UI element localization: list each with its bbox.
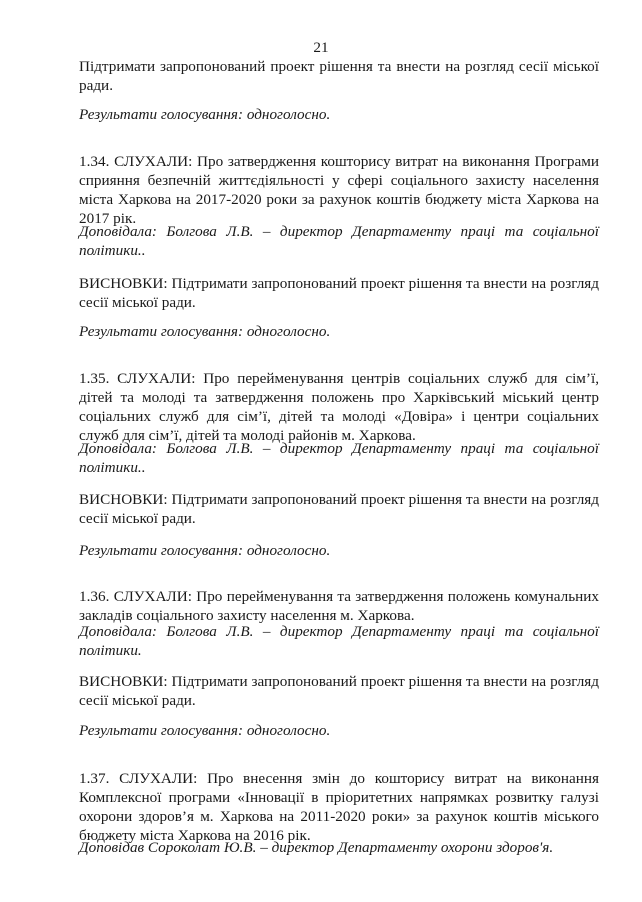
item-reporter-1-35: Доповідала: Болгова Л.В. – директор Департаменту праці та соціальної політики..	[79, 440, 599, 476]
item-conclusion-1-34: ВИСНОВКИ: Підтримати запропонований проект рішення та внести на розгляд сесії міської ради.	[79, 275, 599, 311]
item-heard-1-36: 1.36. СЛУХАЛИ: Про перейменування та затвердження положень комунальних закладів соціального захисту населення м. Харкова.	[79, 588, 599, 624]
item-reporter-1-37: Доповідав Сороколат Ю.В. – директор Департаменту охорони здоров'я.	[79, 839, 554, 856]
item-reporter-1-34: Доповідала: Болгова Л.В. – директор Департаменту праці та соціальної політики..	[79, 223, 599, 259]
item-vote-1-34: Результати голосування: одноголосно.	[79, 323, 331, 340]
top-conclusion: Підтримати запропонований проект рішення та внести на розгляд сесії міської ради.	[79, 58, 599, 94]
page-number: 21	[313, 39, 329, 56]
item-heard-1-34: 1.34. СЛУХАЛИ: Про затвердження кошторису витрат на виконання Програми сприяння безпечній життєдіяльності у сфері соціального захисту населення міста Харкова на 2017-2020 роки за рахунок коштів бюджету міста Харкова на 2017 рік.	[79, 153, 599, 227]
item-vote-1-35: Результати голосування: одноголосно.	[79, 542, 331, 559]
item-reporter-1-36: Доповідала: Болгова Л.В. – директор Департаменту праці та соціальної політики.	[79, 623, 599, 659]
item-vote-1-36: Результати голосування: одноголосно.	[79, 722, 331, 739]
item-conclusion-1-35: ВИСНОВКИ: Підтримати запропонований проект рішення та внести на розгляд сесії міської ради.	[79, 491, 599, 527]
item-heard-1-37: 1.37. СЛУХАЛИ: Про внесення змін до кошторису витрат на виконання Комплексної програми «Інновації в пріоритетних напрямках розвитку галузі охорони здоров’я м. Харкова на 2011-2020 роки» за рахунок коштів міського бюджету міста Харкова на 2016 рік.	[79, 770, 599, 844]
item-conclusion-1-36: ВИСНОВКИ: Підтримати запропонований проект рішення та внести на розгляд сесії міської ради.	[79, 673, 599, 709]
top-vote: Результати голосування: одноголосно.	[79, 106, 331, 123]
item-heard-1-35: 1.35. СЛУХАЛИ: Про перейменування центрів соціальних служб для сім’ї, дітей та молоді та затвердження положень про Харківський міський центр соціальних служб для сім’ї, дітей та молоді «Довіра» і центри соціальних служб для сім’ї, дітей та молоді районів м. Харкова.	[79, 370, 599, 444]
